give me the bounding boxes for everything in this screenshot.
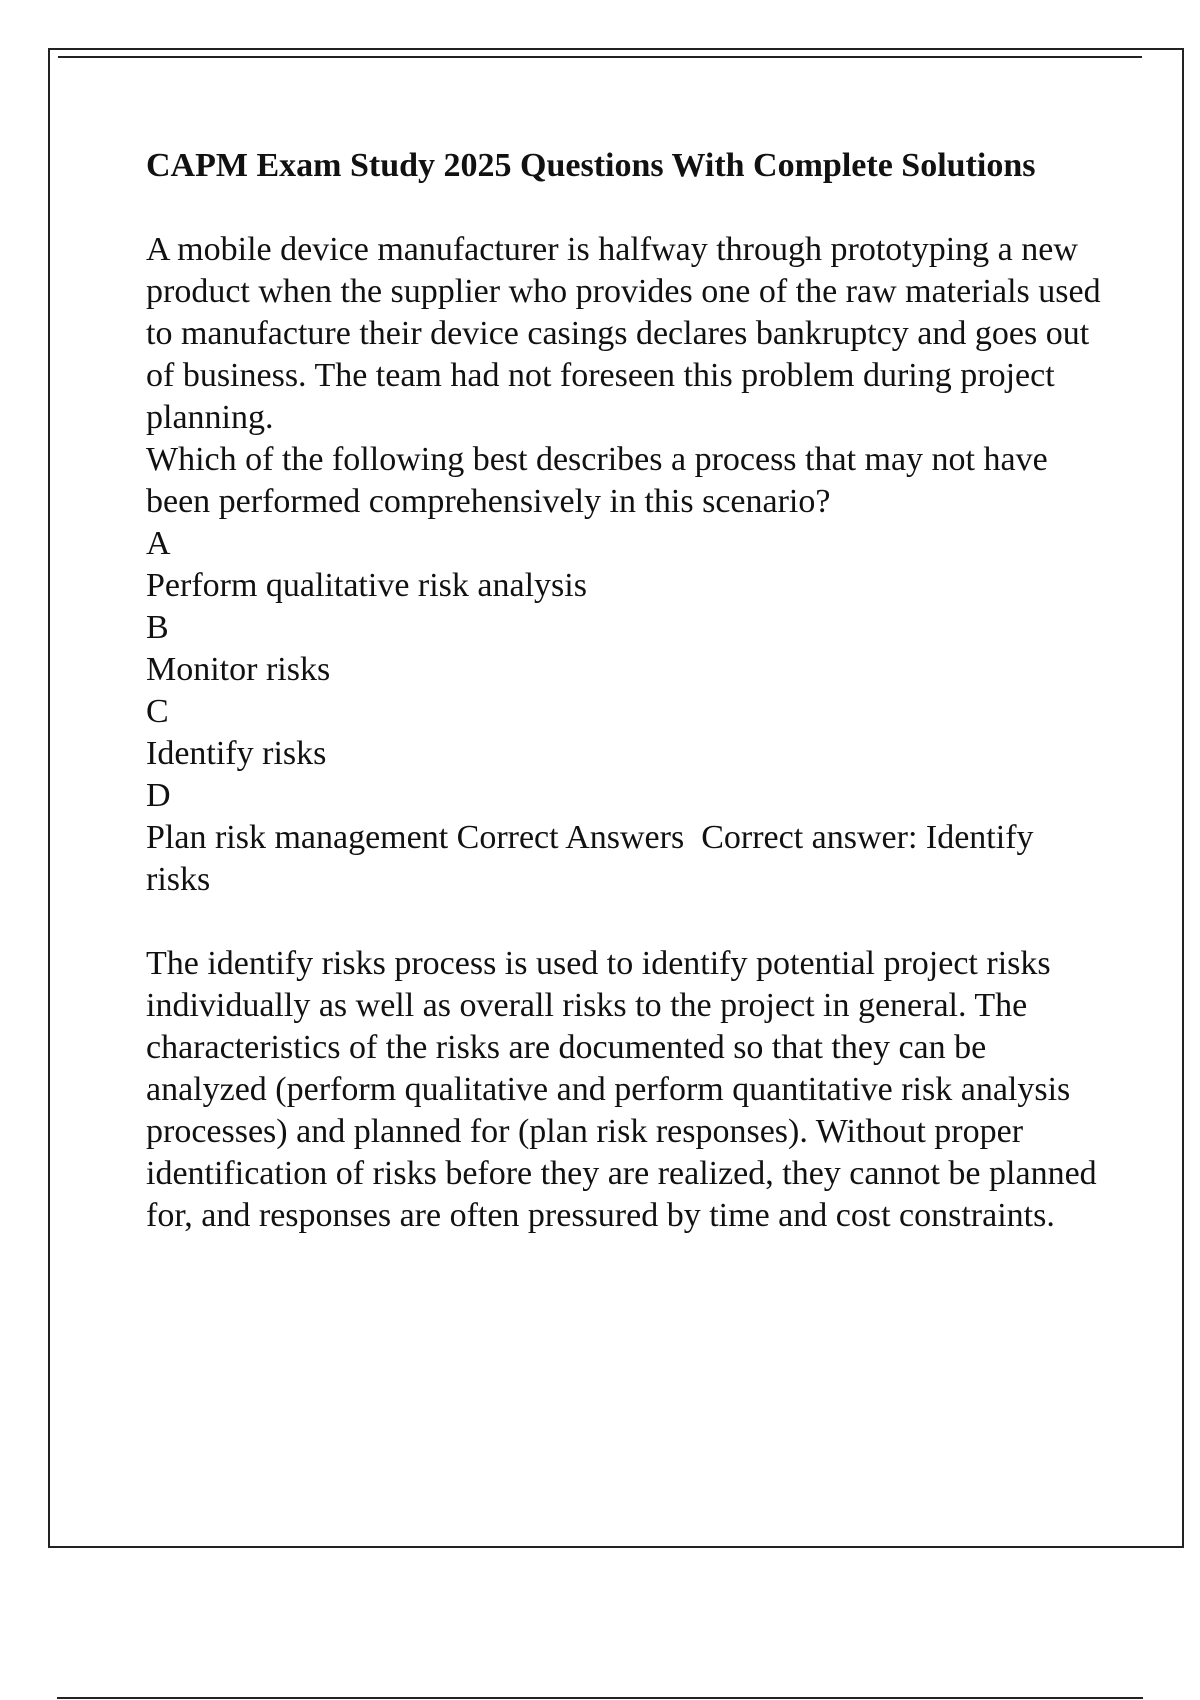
document-title: CAPM Exam Study 2025 Questions With Complete Solutions (146, 147, 1036, 184)
option-a-letter: A (146, 525, 171, 562)
question-block (146, 229, 1106, 901)
option-c-text: Identify risks (146, 735, 327, 772)
answer-explanation: The identify risks process is used to identify potential project risks individually as well as overall risks to the project in general. The characteristics of the risks are documented so that they can be analyzed (perform qualitative and perform quantitative risk analysis processes) and planned for (plan risk responses). Without proper identification of risks before they are realized, they cannot be planned for, and responses are often pressured by time and cost constraints. (146, 945, 1097, 1234)
top-rule (58, 56, 1142, 58)
bottom-rule (57, 1697, 1143, 1699)
option-d-letter: D (146, 777, 171, 814)
option-b-text: Monitor risks (146, 651, 331, 688)
option-a-text: Perform qualitative risk analysis (146, 567, 587, 604)
option-d-text-with-answer: Plan risk management Correct Answers Correct answer: Identify risks (146, 819, 1043, 898)
document-content (146, 145, 1106, 1271)
option-c-letter: C (146, 693, 169, 730)
question-prompt: Which of the following best describes a process that may not have been performed comprehensively in this scenario? (146, 441, 1048, 520)
question-stem: A mobile device manufacturer is halfway through prototyping a new product when the supplier who provides one of the raw materials used to manufacture their device casings declares bankruptcy and goes out of business. The team had not foreseen this problem during project planning. (146, 231, 1101, 436)
option-b-letter: B (146, 609, 169, 646)
